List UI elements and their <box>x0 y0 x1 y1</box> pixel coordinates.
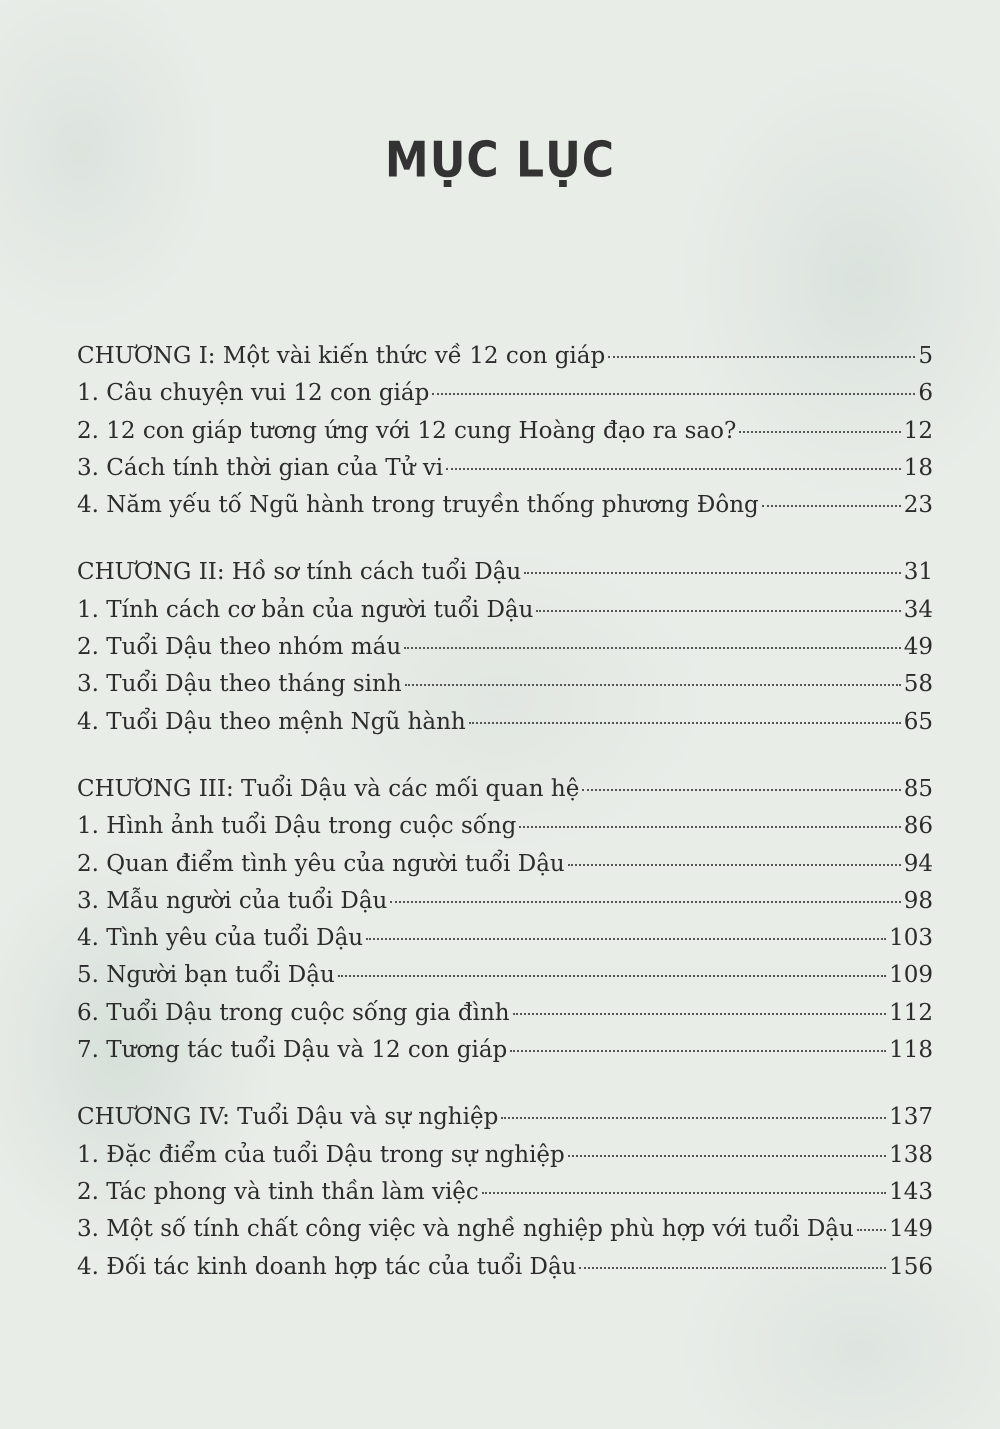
page-title: MỤC LỤC <box>384 131 616 190</box>
toc-page-number: 94 <box>903 850 933 877</box>
toc-page-number: 112 <box>889 999 933 1026</box>
toc-entry-label: 3. Một số tính chất công việc và nghề nghiệp phù hợp với tuổi Dậu <box>77 1216 854 1243</box>
dot-leader <box>513 1013 886 1015</box>
toc-entry-label: 4. Năm yếu tố Ngũ hành trong truyền thống phương Đông <box>77 492 759 519</box>
dot-leader <box>404 647 901 649</box>
toc-entry-label: 1. Câu chuyện vui 12 con giáp <box>77 380 430 407</box>
toc-entry <box>77 1142 933 1179</box>
dot-leader <box>608 356 915 358</box>
toc-entry-label: 3. Cách tính thời gian của Tử vi <box>77 454 444 481</box>
toc-page-number: 6 <box>918 380 933 407</box>
toc-entry-label: 2. 12 con giáp tương ứng với 12 cung Hoàng đạo ra sao? <box>77 417 737 444</box>
dot-leader <box>501 1117 886 1119</box>
dot-leader <box>568 1155 886 1157</box>
toc-entry-label: 4. Tuổi Dậu theo mệnh Ngũ hành <box>77 708 466 735</box>
toc-entry <box>77 418 933 455</box>
toc-entry <box>77 671 933 708</box>
toc-entry-label: CHƯƠNG III: Tuổi Dậu và các mối quan hệ <box>77 775 580 802</box>
dot-leader <box>568 864 901 866</box>
toc-entry <box>77 492 933 529</box>
toc-entry <box>77 851 933 888</box>
toc-page-number: 85 <box>903 775 933 802</box>
toc-entry-label: 2. Tuổi Dậu theo nhóm máu <box>77 634 402 661</box>
toc-page-number: 138 <box>889 1141 933 1168</box>
toc-page-number: 143 <box>889 1178 933 1205</box>
toc-page-number: 109 <box>889 962 933 989</box>
toc-entry <box>77 455 933 492</box>
toc-entry-label: 4. Tình yêu của tuổi Dậu <box>77 925 364 952</box>
dot-leader <box>482 1192 886 1194</box>
toc-section <box>77 559 933 745</box>
toc-page-number: 49 <box>903 634 933 661</box>
toc-entry-label: 1. Tính cách cơ bản của người tuổi Dậu <box>77 596 534 623</box>
toc-entry <box>77 813 933 850</box>
dot-leader <box>762 505 901 507</box>
toc-page-number: 86 <box>903 813 933 840</box>
toc-entry-label: 1. Đặc điểm của tuổi Dậu trong sự nghiệp <box>77 1141 565 1168</box>
toc-entry <box>77 888 933 925</box>
toc-page-number: 34 <box>903 596 933 623</box>
dot-leader <box>510 1050 886 1052</box>
toc-entry <box>77 709 933 746</box>
toc-page-number: 58 <box>903 671 933 698</box>
toc-entry-label: 2. Tác phong và tinh thần làm việc <box>77 1178 479 1205</box>
toc-chapter-heading <box>77 776 933 813</box>
dot-leader <box>338 975 886 977</box>
toc-entry-label: CHƯƠNG IV: Tuổi Dậu và sự nghiệp <box>77 1104 499 1131</box>
toc-chapter-heading <box>77 1104 933 1141</box>
toc-entry <box>77 962 933 999</box>
toc-entry <box>77 1179 933 1216</box>
toc-entry-label: 4. Đối tác kinh doanh hợp tác của tuổi Dậu <box>77 1253 577 1280</box>
toc-page-number: 31 <box>903 559 933 586</box>
toc-entry <box>77 1254 933 1291</box>
dot-leader <box>390 901 900 903</box>
toc-page-number: 65 <box>903 708 933 735</box>
dot-leader <box>446 468 901 470</box>
dot-leader <box>524 572 900 574</box>
toc-page-number: 118 <box>889 1037 933 1064</box>
toc-entry-label: 1. Hình ảnh tuổi Dậu trong cuộc sống <box>77 813 517 840</box>
toc-entry <box>77 597 933 634</box>
dot-leader <box>579 1267 886 1269</box>
toc-page-number: 5 <box>918 343 933 369</box>
toc-entry <box>77 1216 933 1253</box>
toc-entry-label: 6. Tuổi Dậu trong cuộc sống gia đình <box>77 999 510 1026</box>
toc-chapter-heading <box>77 343 933 380</box>
toc-entry-label: CHƯƠNG I: Một vài kiến thức về 12 con giáp <box>77 343 606 369</box>
toc-entry <box>77 1037 933 1074</box>
dot-leader <box>536 610 900 612</box>
toc-page-number: 98 <box>903 887 933 914</box>
toc-page-number: 12 <box>903 417 933 444</box>
toc-entry <box>77 634 933 671</box>
toc-chapter-heading <box>77 559 933 596</box>
table-of-contents <box>77 343 933 1321</box>
toc-entry-label: 5. Người bạn tuổi Dậu <box>77 962 335 989</box>
toc-page-number: 18 <box>903 454 933 481</box>
toc-entry <box>77 380 933 417</box>
toc-entry-label: CHƯƠNG II: Hồ sơ tính cách tuổi Dậu <box>77 559 522 586</box>
toc-page-number: 23 <box>903 492 933 519</box>
toc-page-number: 156 <box>889 1253 933 1280</box>
dot-leader <box>432 393 915 395</box>
dot-leader <box>469 722 901 724</box>
toc-entry-label: 3. Mẫu người của tuổi Dậu <box>77 887 388 914</box>
dot-leader <box>582 789 900 791</box>
toc-entry <box>77 1000 933 1037</box>
toc-page-number: 137 <box>889 1104 933 1131</box>
toc-section <box>77 343 933 529</box>
toc-entry-label: 3. Tuổi Dậu theo tháng sinh <box>77 671 402 698</box>
toc-entry-label: 7. Tương tác tuổi Dậu và 12 con giáp <box>77 1037 508 1064</box>
toc-entry <box>77 925 933 962</box>
dot-leader <box>405 684 901 686</box>
toc-page-number: 149 <box>889 1216 933 1243</box>
dot-leader <box>366 938 886 940</box>
dot-leader <box>739 431 900 433</box>
toc-entry-label: 2. Quan điểm tình yêu của người tuổi Dậu <box>77 850 565 877</box>
dot-leader <box>857 1229 886 1231</box>
toc-page-number: 103 <box>889 925 933 952</box>
dot-leader <box>519 826 900 828</box>
toc-section <box>77 776 933 1074</box>
toc-section <box>77 1104 933 1290</box>
